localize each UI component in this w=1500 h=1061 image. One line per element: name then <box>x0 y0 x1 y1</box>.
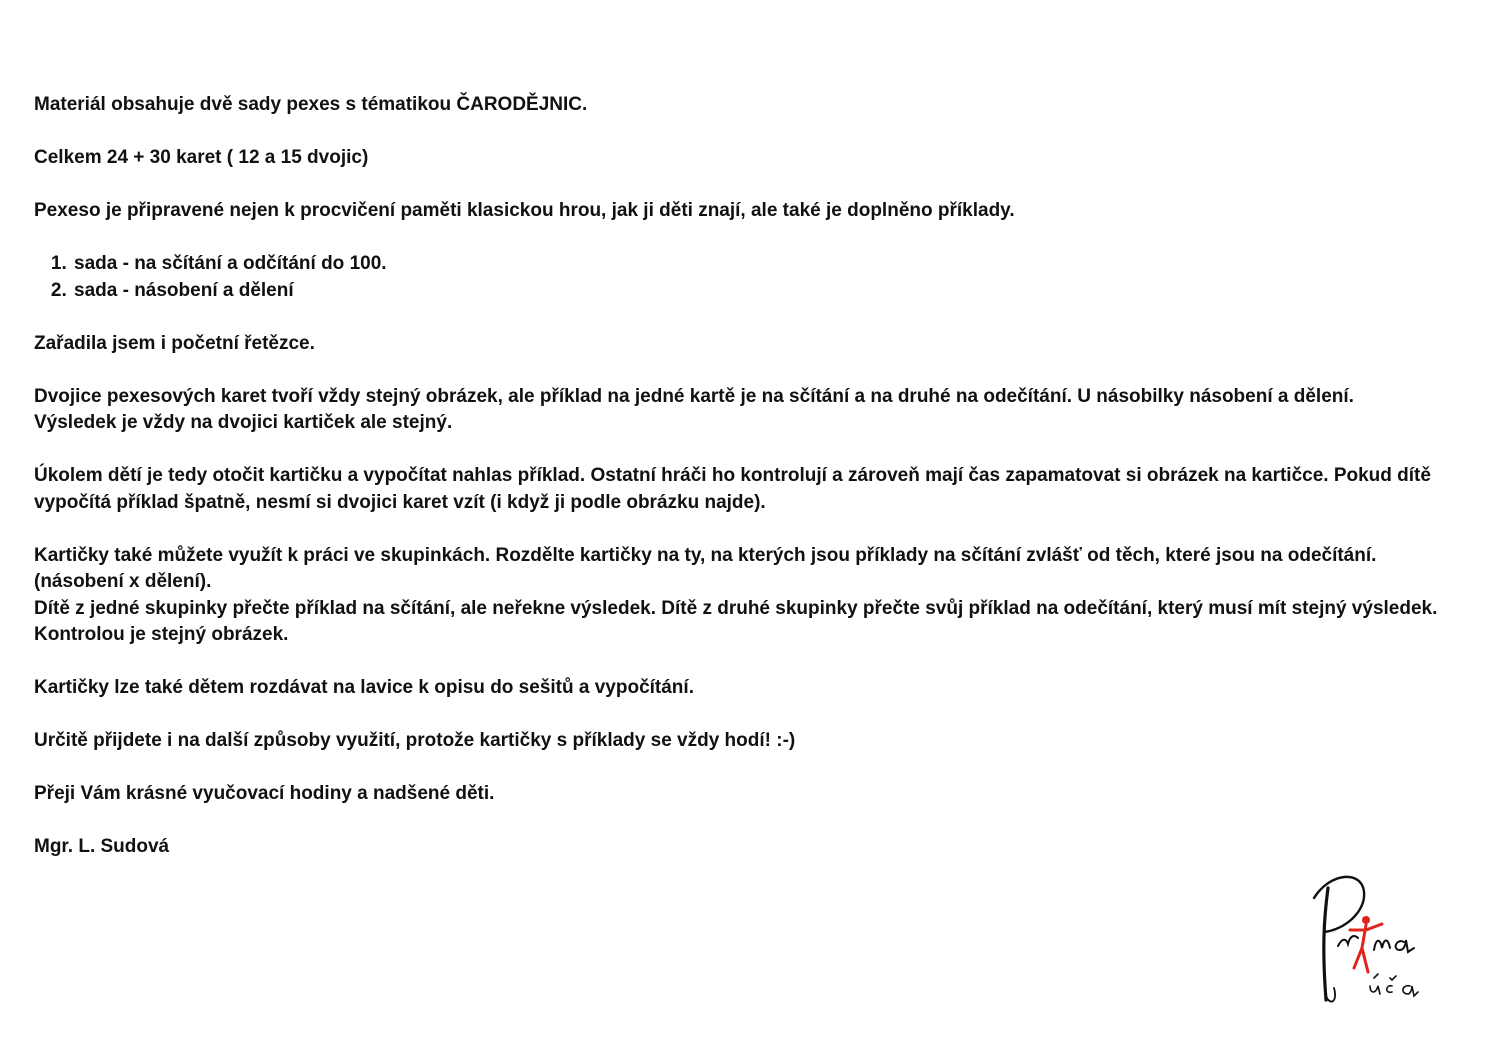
paragraph-wishes: Přeji Vám krásné vyučovací hodiny a nadšené děti. <box>34 783 495 804</box>
logo-p-bowl <box>1314 877 1364 932</box>
paragraph-purpose: Pexeso je připravené nejen k procvičení paměti klasickou hrou, jak ji děti znají, ale také je doplněno příklady. <box>34 200 1015 221</box>
paragraph-pairs-line-2: Výsledek je vždy na dvojici kartiček ale stejný. <box>34 412 453 433</box>
logo-letter-m <box>1374 941 1390 951</box>
paragraph-groups-line-2: Dítě z jedné skupinky přečte příklad na sčítání, ale neřekne výsledek. Dítě z druhé skupinky přečte svůj příklad na odečítání, který musí mít stejný výsledek. <box>34 597 1438 619</box>
paragraph-intro: Materiál obsahuje dvě sady pexes s tématikou ČARODĚJNIC. <box>34 94 588 115</box>
logo-letters-uca <box>1370 974 1418 996</box>
document-body <box>34 92 1459 887</box>
paragraph-chains: Zařadila jsem i početní řetězce. <box>34 332 315 354</box>
paragraph-task: Úkolem dětí je tedy otočit kartičku a vypočítat nahlas příklad. Ostatní hráči ho kontrolují a zároveň mají čas zapamatovat si obrázek na kartičce. Pokud dítě vypočítá příklad špatně, nesmí si dvojici karet vzít (i když ji podle obrázku najde). <box>34 465 1431 513</box>
list-item: 2. sada - násobení a dělení <box>72 278 1459 305</box>
sets-list <box>34 251 1459 304</box>
paragraph-other-uses: Určitě přijdete i na další způsoby využití, protože kartičky s příklady se vždy hodí! :-) <box>34 730 796 751</box>
paragraph-card-count: Celkem 24 + 30 karet ( 12 a 15 dvojic) <box>34 147 369 168</box>
paragraph-pairs-line-1: Dvojice pexesových karet tvoří vždy stejný obrázek, ale příklad na jedné kartě je na sčítání a na druhé na odečítání. U násobilky násobení a dělení. <box>34 385 1354 407</box>
list-item: 1. sada - na sčítání a odčítání do 100. <box>72 251 1459 278</box>
logo-graphic <box>1300 868 1435 1008</box>
logo-letter-r <box>1338 936 1358 946</box>
signature: Mgr. L. Sudová <box>34 836 170 857</box>
logo-p-stem <box>1324 888 1328 1000</box>
logo-dancer-body <box>1350 924 1382 972</box>
logo-p-loop <box>1326 988 1335 1002</box>
logo-dancer-head <box>1362 916 1370 924</box>
prima-uca-logo <box>1300 868 1435 1008</box>
paragraph-groups <box>34 543 1459 649</box>
paragraph-pairs <box>34 384 1459 437</box>
paragraph-groups-line-1: Kartičky také můžete využít k práci ve skupinkách. Rozdělte kartičky na ty, na kterých jsou příklady na sčítání zvlášť od těch, které jsou na odečítání. (násobení x dělení). <box>34 544 1377 592</box>
paragraph-groups-line-3: Kontrolou je stejný obrázek. <box>34 624 289 645</box>
logo-letter-a <box>1396 940 1414 952</box>
paragraph-notebooks: Kartičky lze také dětem rozdávat na lavice k opisu do sešitů a vypočítání. <box>34 677 694 698</box>
